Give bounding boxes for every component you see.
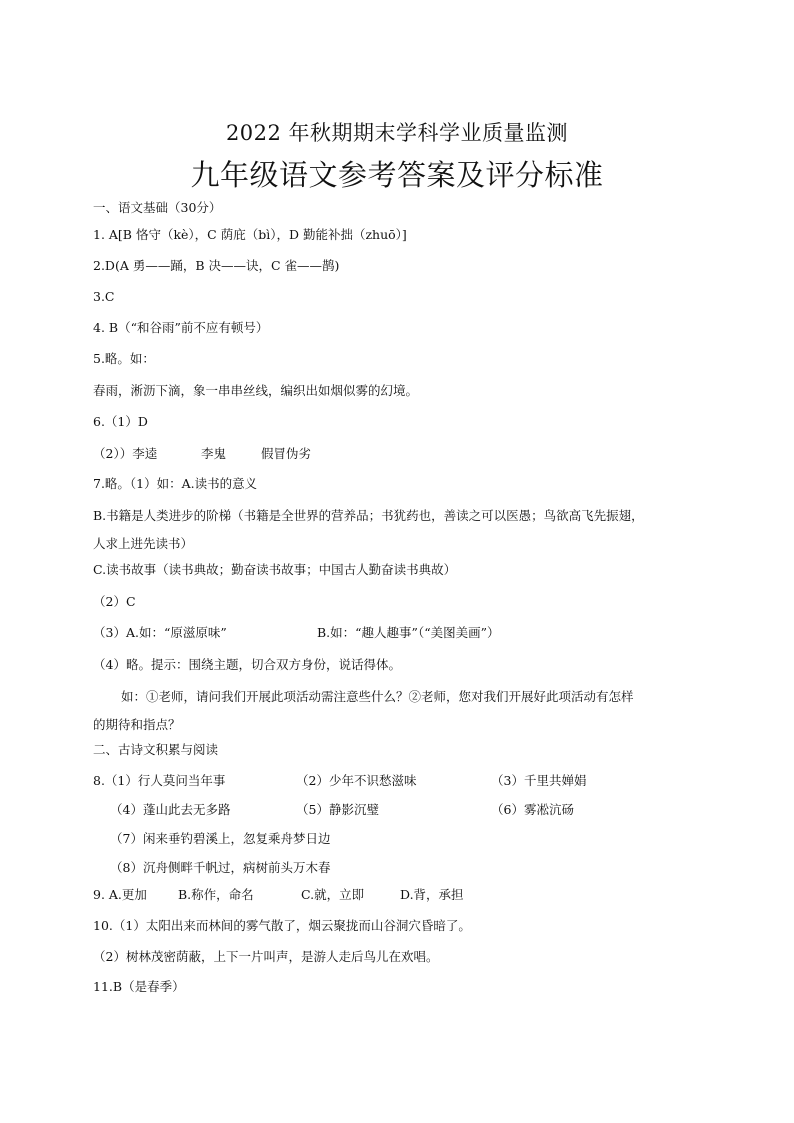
answer-6-2-b: 李鬼: [201, 446, 227, 461]
answer-1: 1. A[B 恪守（kè），C 荫庇（bì），D 勤能补拙（zhuō）]: [93, 227, 407, 242]
answer-4: 4. B（“和谷雨”前不应有顿号）: [93, 320, 269, 335]
answer-6-2-c: 假冒伪劣: [261, 446, 312, 461]
answer-5: 5.略。如：: [93, 351, 155, 366]
answer-10-2: （2）树林茂密荫蔽，上下一片叫声，是游人走后鸟儿在欢唱。: [93, 949, 439, 964]
section-heading-1: 一、语文基础（30分）: [93, 200, 222, 215]
answer-7-1-b: B.书籍是人类进步的阶梯（书籍是全世界的营养品；书犹药也，善读之可以医愚；鸟欲高飞先振翅，: [93, 508, 644, 523]
answer-7-4-example-cont: 的期待和指点？: [93, 717, 181, 732]
answer-9-d: D.背，承担: [400, 887, 464, 902]
answer-8-7: （7）闲来垂钓碧溪上，忽复乘舟梦日边: [110, 831, 331, 846]
answer-7-1-b-cont: 人求上进先读书）: [93, 536, 194, 551]
answer-8-2: （2）少年不识愁滋味: [296, 773, 417, 788]
answer-6-2: （2））李逵: [93, 446, 158, 461]
answer-5-example: 春雨，淅沥下滴，象一串串丝线，编织出如烟似雾的幻境。: [93, 383, 419, 398]
answer-7-4: （4）略。提示：围绕主题，切合双方身份，说话得体。: [93, 657, 401, 672]
answer-9-a: 9. A.更加: [93, 887, 147, 902]
answer-7-4-example: 如：①老师，请问我们开展此项活动需注意些什么？②老师，您对我们开展好此项活动有怎样: [121, 689, 634, 704]
answer-8-6: （6）雾凇沆砀: [491, 802, 574, 817]
answer-9-c: C.就，立即: [301, 887, 365, 902]
answer-7-2: （2）C: [93, 594, 136, 609]
answer-7-3-b: B.如：“趣人趣事”（“美图美画”）: [317, 625, 500, 640]
answer-10-1: 10.（1）太阳出来而林间的雾气散了，烟云聚拢而山谷洞穴昏暗了。: [93, 918, 471, 933]
answer-8-5: （5）静影沉璧: [296, 802, 379, 817]
section-heading-2: 二、古诗文积累与阅读: [93, 742, 219, 757]
document-title: 2022 年秋期期末学科学业质量监测: [225, 121, 569, 145]
answer-8-3: （3）千里共婵娟: [491, 773, 587, 788]
answer-11: 11.B（是春季）: [93, 979, 185, 994]
answer-2: 2.D(A 勇——踊，B 决——诀，C 雀——鹊): [93, 258, 340, 273]
answer-8-4: （4）蓬山此去无多路: [110, 802, 231, 817]
answer-9-b: B.称作，命名: [178, 887, 254, 902]
answer-7-1-c: C.读书故事（读书典故；勤奋读书故事；中国古人勤奋读书典故）: [93, 562, 457, 577]
answer-3: 3.C: [93, 289, 115, 304]
answer-7-1: 7.略。（1）如：A.读书的意义: [93, 476, 258, 491]
answer-6-1: 6.（1）D: [93, 414, 148, 429]
document-subtitle: 九年级语文参考答案及评分标准: [190, 158, 604, 192]
answer-7-3-a: （3）A.如：“原滋原味”: [93, 625, 227, 640]
answer-8-1: 8.（1）行人莫问当年事: [93, 773, 226, 788]
answer-8-8: （8）沉舟侧畔千帆过，病树前头万木春: [110, 860, 331, 875]
